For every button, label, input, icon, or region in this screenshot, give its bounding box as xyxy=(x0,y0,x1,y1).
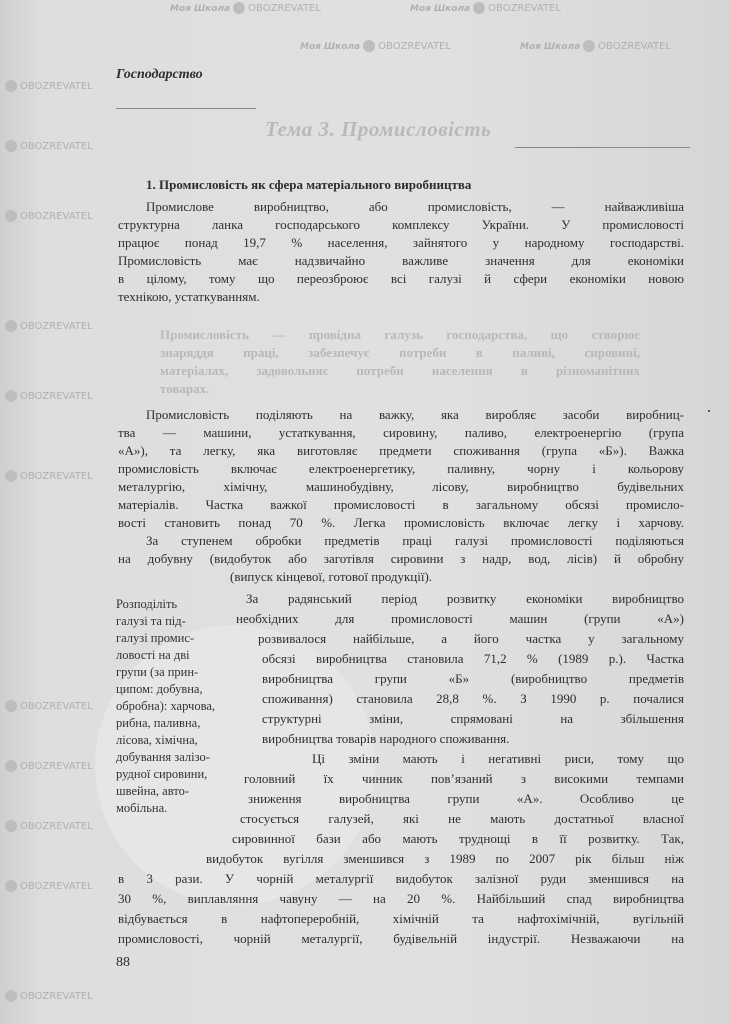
text-line: (випуск кінцевої, готової продукції). xyxy=(230,569,433,584)
text-line: Ці зміни мають і негативні риси, тому що xyxy=(312,751,684,766)
heading: 1. Промисловість як сфера матеріального виробництва xyxy=(146,177,472,192)
text-line: За ступенем обробки предметів праці галузі промисловості поділяються xyxy=(146,533,684,548)
text-line: працює понад 19,7 % населення, зайнятого у народному господарстві. xyxy=(118,235,684,250)
sidebar-task-line: Розподіліть xyxy=(116,597,178,611)
text-line: виробництва товарів народного споживання. xyxy=(262,731,510,746)
watermark: OBOZREVATEL xyxy=(2,880,93,894)
text-line: виробництва групи «Б» (виробництво предметів xyxy=(262,671,684,686)
text-line: видобуток вугілля зменшився з 1989 по 2007 рік більш ніж xyxy=(206,851,684,866)
watermark: OBOZREVATEL xyxy=(2,470,93,484)
divider xyxy=(515,147,690,148)
text-line: розвивалося найбільше, а його частка у загальному xyxy=(258,631,684,646)
sidebar-task-line: рудної сировини, xyxy=(116,767,208,781)
watermark: Моя Школа OBOZREVATEL xyxy=(170,3,321,14)
text-line: промисловості, чорній металургії, будівельній індустрії. Незважаючи на xyxy=(118,931,684,946)
watermark: OBOZREVATEL xyxy=(2,390,93,404)
watermark: OBOZREVATEL xyxy=(2,320,93,334)
text-line: Промисловість має надзвичайно важливе значення для економіки xyxy=(118,253,684,268)
text-line: необхідних для промисловості машин (групи «А») xyxy=(236,611,684,626)
text-line: За радянський період розвитку економіки виробництво xyxy=(246,591,684,606)
text-line: стосується галузей, які не мають достатньої власної xyxy=(240,811,684,826)
text-line: в 3 рази. У чорній металургії видобуток залізної руди зменшився на xyxy=(118,871,684,886)
definition-line: матеріалах, задовольняє потреби населення в різноманітних xyxy=(160,363,640,378)
watermark: OBOZREVATEL xyxy=(2,990,93,1004)
definition-line: Промисловість — провідна галузь господарства, що створює xyxy=(160,327,640,342)
sidebar-task-line: ловості на дві xyxy=(116,648,190,662)
text-line: Промисловість поділяють на важку, яка виробляє засоби виробниц- xyxy=(146,407,684,422)
scan-speck xyxy=(708,410,710,412)
watermark: OBOZREVATEL xyxy=(2,820,93,834)
sidebar-task-line: рибна, паливна, xyxy=(116,716,201,730)
sidebar-task-line: добування залізо- xyxy=(116,750,210,764)
text-line: структурні зміни, спрямовані на збільшення xyxy=(262,711,684,726)
section-title: Господарство xyxy=(116,67,203,82)
watermark: OBOZREVATEL xyxy=(2,700,93,714)
topic-title: Тема 3. Промисловість xyxy=(265,117,492,141)
sidebar-task-line: галузі промис- xyxy=(116,631,195,645)
watermark: OBOZREVATEL xyxy=(2,80,93,94)
watermark: OBOZREVATEL xyxy=(2,140,93,154)
sidebar-task-line: швейна, авто- xyxy=(116,784,190,798)
watermark: Моя Школа OBOZREVATEL xyxy=(410,3,561,14)
text-line: матеріалів. Частка важкої промисловості в загальному обсязі промисло- xyxy=(118,497,684,512)
watermark: OBOZREVATEL xyxy=(2,210,93,224)
sidebar-task-line: мобільна. xyxy=(116,801,168,815)
sidebar-task-line: галузі та під- xyxy=(116,614,186,628)
text-line: споживання) становила 28,8 %. З 1990 р. почалися xyxy=(262,691,684,706)
watermark: Моя Школа OBOZREVATEL xyxy=(300,41,451,52)
text-line: в цілому, тому що переозброює всі галузі й сфери економіки новою xyxy=(118,271,684,286)
definition-line: товарах. xyxy=(160,381,210,396)
watermark: OBOZREVATEL xyxy=(2,760,93,774)
text-line: металургію, хімічну, машинобудівну, лісову, виробництво будівельних xyxy=(118,479,684,494)
definition-line: знаряддя праці, забезпечує потреби в паливі, сировині, xyxy=(160,345,640,360)
text-line: на добувну (видобуток або заготівля сировини з надр, вод, лісів) й обробну xyxy=(118,551,684,566)
text-line: головний їх чинник пов’язаний з високими темпами xyxy=(244,771,684,786)
text-line: зниження виробництва групи «А». Особливо це xyxy=(248,791,684,806)
text-line: структурна ланка господарського комплексу України. У промисловості xyxy=(118,217,684,232)
text-line: відбувається в нафтопереробній, хімічній та нафтохімічній, вугільній xyxy=(118,911,684,926)
text-line: технікою, устаткуванням. xyxy=(118,289,260,304)
page-number: 88 xyxy=(116,955,130,970)
sidebar-task-line: обробна): харчова, xyxy=(116,699,215,713)
text-line: 30 %, виплавляння чавуну — на 20 %. Найбільший спад виробництва xyxy=(118,891,684,906)
text-line: «А»), та легку, яка виготовляє предмети споживання (група «Б»). Важка xyxy=(118,443,684,458)
text-line: промисловість включає електроенергетику, паливну, чорну і кольорову xyxy=(118,461,684,476)
text-line: обсязі виробництва становила 71,2 % (1989 р.). Частка xyxy=(262,651,684,666)
text-line: Промислове виробництво, або промисловість, — найважливіша xyxy=(146,199,684,214)
watermark: Моя Школа OBOZREVATEL xyxy=(520,41,671,52)
text-line: тва — машини, устаткування, сировину, паливо, електроенергію (група xyxy=(118,425,684,440)
text-line: сировинної бази або мають труднощі в її розвитку. Так, xyxy=(232,831,684,846)
sidebar-task-line: лісова, хімічна, xyxy=(116,733,198,747)
divider xyxy=(116,108,256,109)
sidebar-task-line: групи (за прин- xyxy=(116,665,199,679)
text-line: вості становить понад 70 %. Легка промисловість включає легку і харчову. xyxy=(118,515,684,530)
sidebar-task-line: ципом: добувна, xyxy=(116,682,203,696)
